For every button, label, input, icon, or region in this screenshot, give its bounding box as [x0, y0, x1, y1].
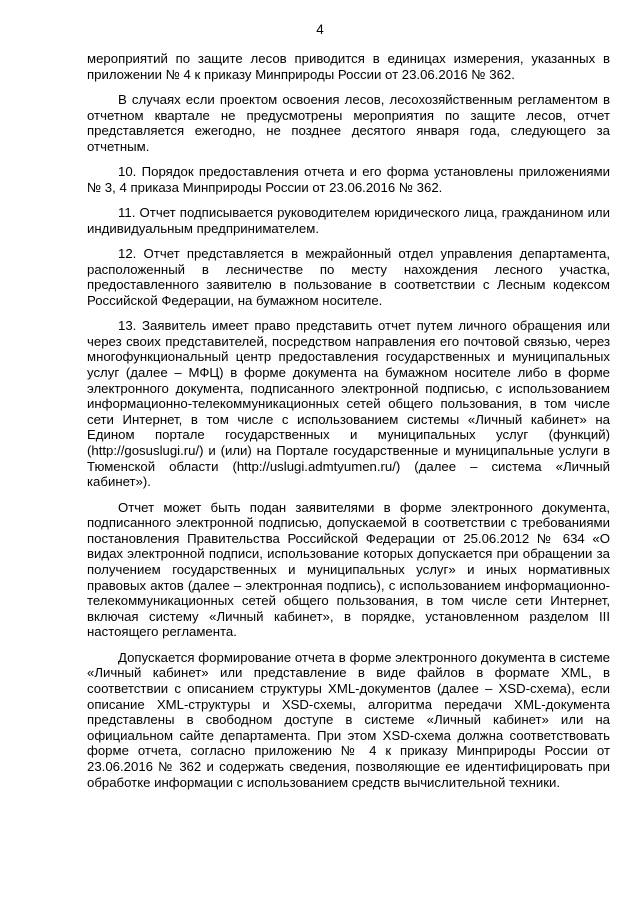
page-number: 4 [316, 22, 324, 37]
document-body [87, 51, 610, 800]
paragraph-item-10: 10. Порядок предоставления отчета и его форма установлены приложениями № 3, 4 приказа Минприроды России от 23.06.2016 № 362. [87, 164, 610, 195]
paragraph-item-11: 11. Отчет подписывается руководителем юридического лица, гражданином или индивидуальным предпринимателем. [87, 205, 610, 236]
paragraph-xml-format: Допускается формирование отчета в форме электронного документа в системе «Личный кабинет» или представление в виде файлов в формате XML, в соответствии с описанием структуры XML-документов (далее – XSD-схема), если описание XML-структуры и XSD-схемы, алгоритма передачи XML-документа представлены в свободном доступе в системе «Личный кабинет» или на официальном сайте департамента. При этом XSD-схема должна соответствовать форме отчета, согласно приложению № 4 к приказу Минприроды России от 23.06.2016 № 362 и содержать сведения, позволяющие ее идентифицировать при обработке информации с использованием средств вычислительной техники. [87, 649, 610, 790]
paragraph-electronic-signature: Отчет может быть подан заявителями в форме электронного документа, подписанного электронной подписью, допускаемой в соответствии с требованиями постановления Правительства Российской Федерации от 25.06.2012 № 634 «О видах электронной подписи, использование которых допускается при обращении за получением государственных и муниципальных услуг» и иных нормативных правовых актов (далее – электронная подпись), с использованием информационно-телекоммуникационных сетей общего пользования, в том числе сети Интернет, включая систему «Личный кабинет», в порядке, установленном разделом III настоящего регламента. [87, 499, 610, 640]
paragraph-continuation: мероприятий по защите лесов приводится в единицах измерения, указанных в приложении № 4 к приказу Минприроды России от 23.06.2016 № 362. [87, 51, 610, 82]
paragraph-forest-protection: В случаях если проектом освоения лесов, лесохозяйственным регламентом в отчетном квартале не предусмотрены мероприятия по защите лесов, отчет представляется ежегодно, не позднее десятого января года, следующего за отчетным. [87, 91, 610, 154]
paragraph-item-12: 12. Отчет представляется в межрайонный отдел управления департамента, расположенный в лесничестве по месту нахождения лесного участка, предоставленного заявителю в пользование в соответствии с Лесным кодексом Российской Федерации, на бумажном носителе. [87, 246, 610, 308]
paragraph-item-13: 13. Заявитель имеет право представить отчет путем личного обращения или через своих представителей, посредством направления его почтовой связью, через многофункциональный центр предоставления государственных и муниципальных услуг (далее – МФЦ) в форме документа на бумажном носителе либо в форме электронного документа, подписанного электронной подписью, с использованием информационно-телекоммуникационных сетей общего пользования, в том числе сети Интернет, в том числе с использованием системы «Личный кабинет» на Едином портале государственных и муниципальных услуг (функций) (http://gosuslugi.ru/) и (или) на Портале государственные и муниципальные услуги в Тюменской области (http://uslugi.admtyumen.ru/) (далее – система «Личный кабинет»). [87, 318, 610, 490]
